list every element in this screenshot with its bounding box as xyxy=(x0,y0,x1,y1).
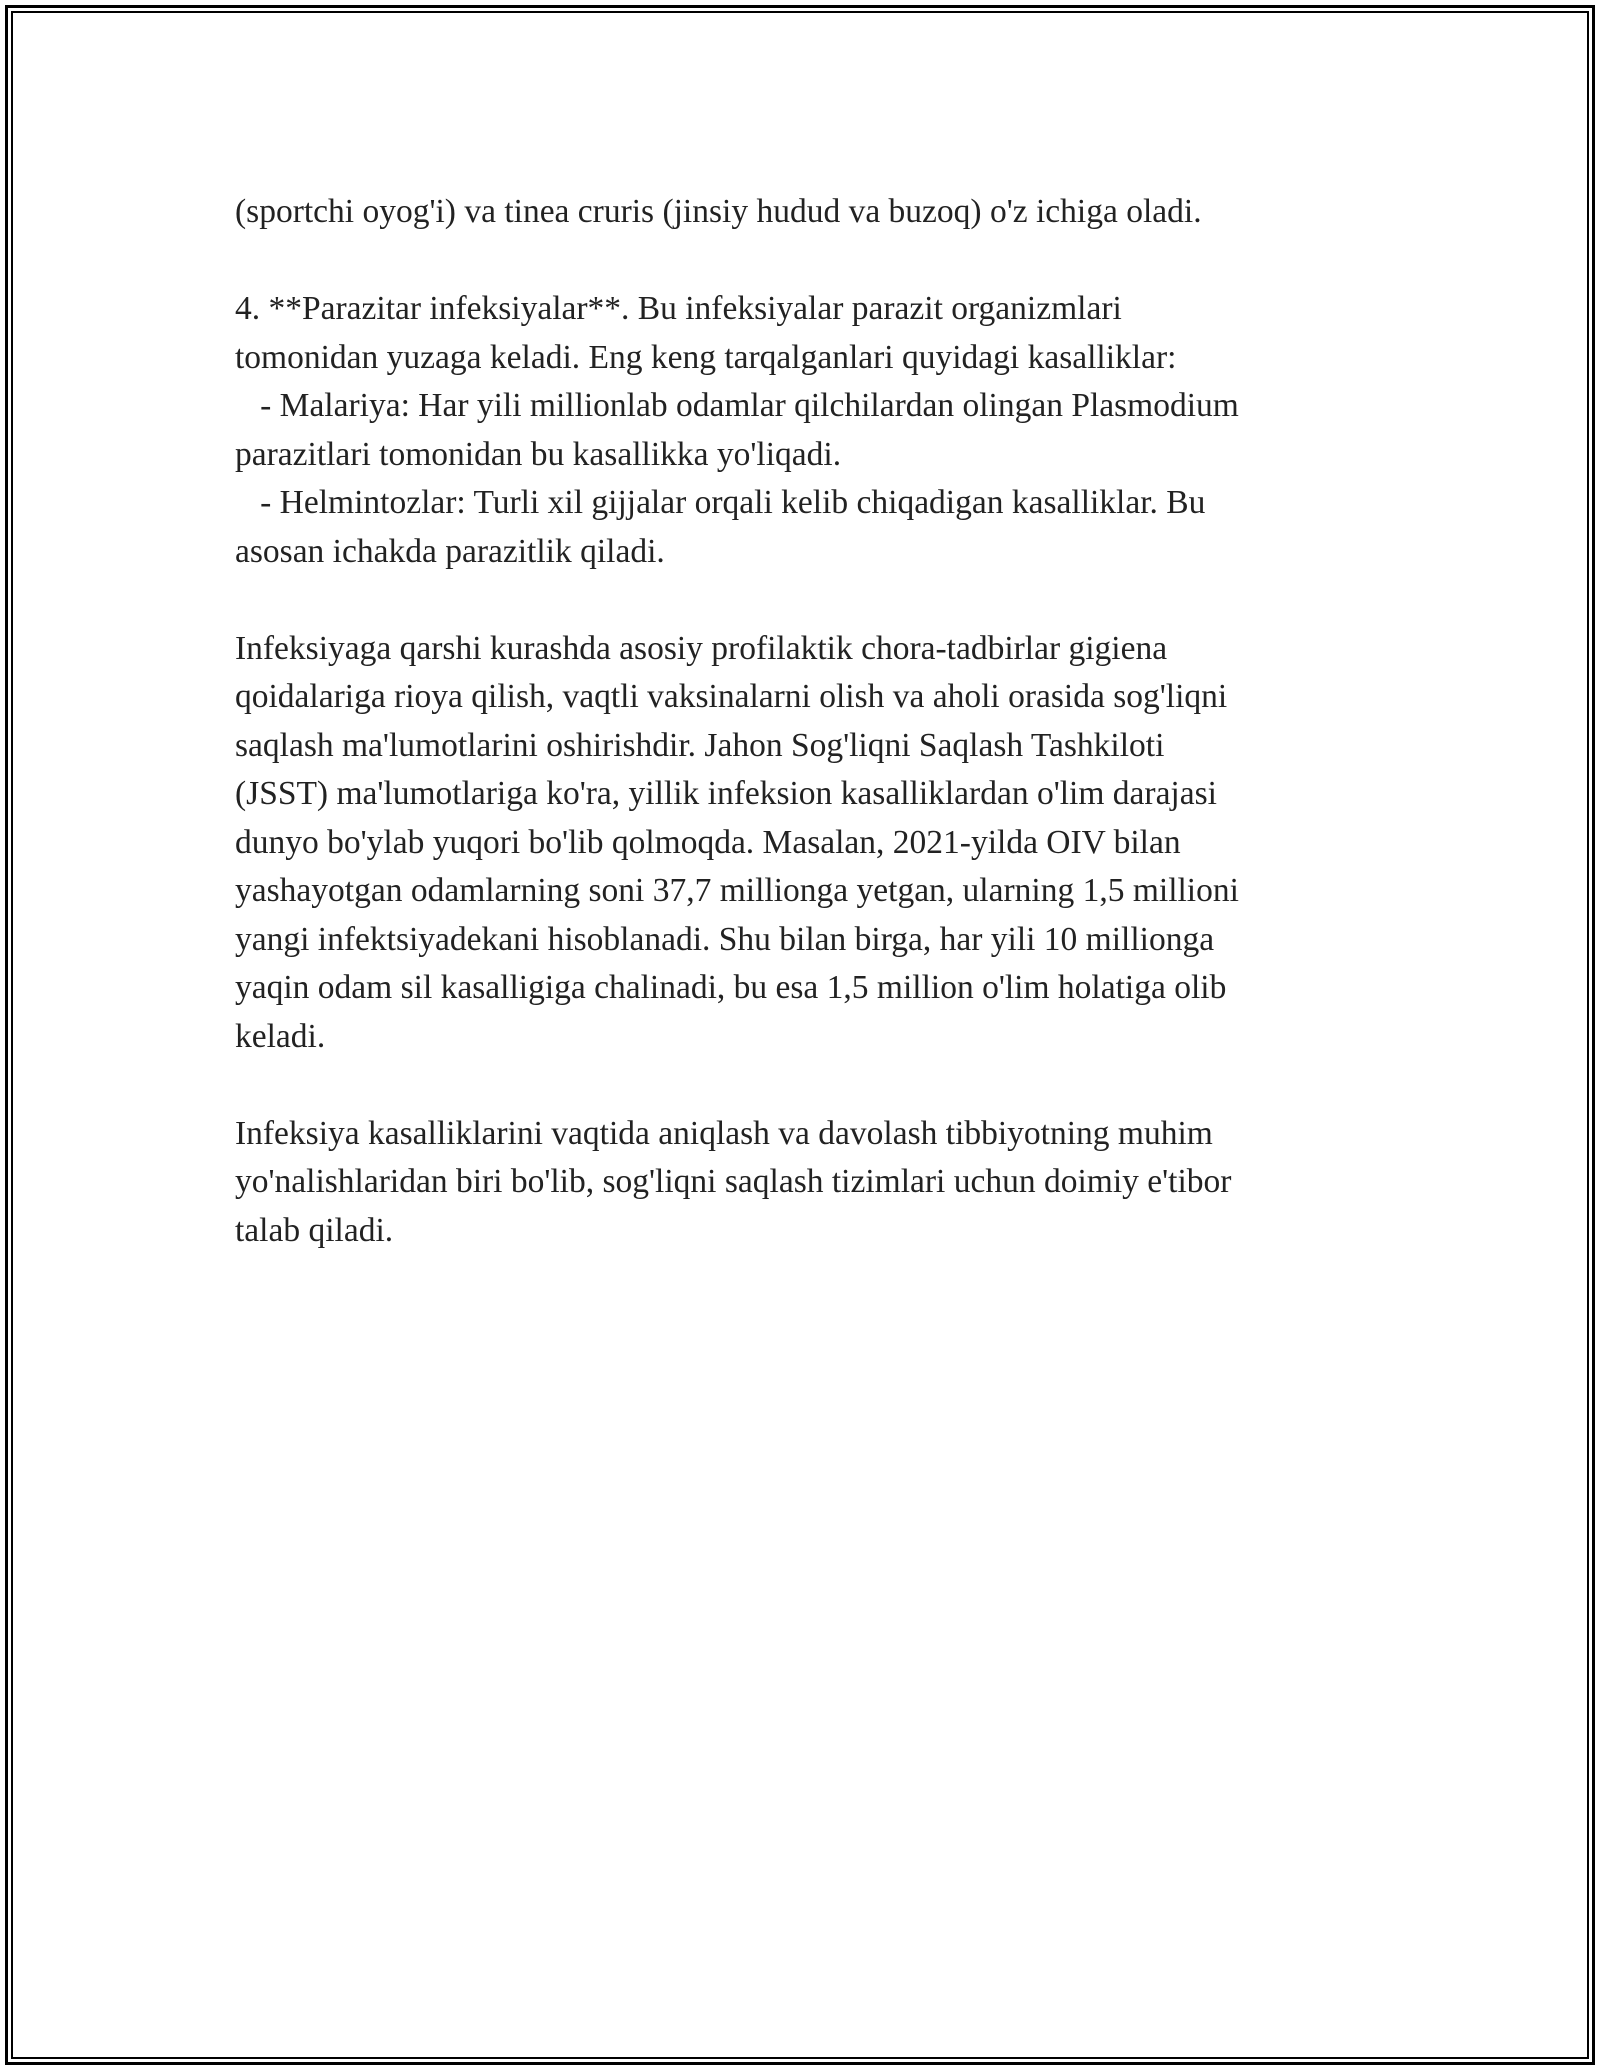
text-line: keladi. xyxy=(235,1017,326,1055)
text-line: yangi infektsiyadekani hisoblanadi. Shu bilan birga, har yili 10 millionga xyxy=(235,920,1215,958)
text-line: asosan ichakda parazitlik qiladi. xyxy=(235,532,665,570)
text-line: tomonidan yuzaga keladi. Eng keng tarqalganlari quyidagi kasalliklar: xyxy=(235,338,1177,376)
text-line: yaqin odam sil kasalligiga chalinadi, bu esa 1,5 million o'lim holatiga olib xyxy=(235,969,1227,1006)
document-body xyxy=(235,188,1365,1255)
text-line: (sportchi oyog'i) va tinea cruris (jinsiy hudud va buzoq) o'z ichiga oladi. xyxy=(235,193,1202,230)
text-line: yashayotgan odamlarning soni 37,7 millionga yetgan, ularning 1,5 millioni xyxy=(235,872,1239,909)
paragraph-gap xyxy=(235,1061,1365,1110)
text-line: yo'nalishlaridan biri bo'lib, sog'liqni saqlash tizimlari uchun doimiy e'tibor xyxy=(235,1163,1232,1200)
paragraph-1 xyxy=(235,188,1365,237)
text-line: talab qiladi. xyxy=(235,1211,394,1249)
paragraph-2 xyxy=(235,285,1365,576)
text-line: (JSST) ma'lumotlariga ko'ra, yillik infeksion kasalliklardan o'lim darajasi xyxy=(235,775,1217,812)
text-line: 4. **Parazitar infeksiyalar**. Bu infeksiyalar parazit organizmlari xyxy=(235,290,1122,327)
paragraph-3 xyxy=(235,625,1365,1062)
text-line: - Helmintozlar: Turli xil gijjalar orqali kelib chiqadigan kasalliklar. Bu xyxy=(235,484,1206,521)
text-line: dunyo bo'ylab yuqori bo'lib qolmoqda. Masalan, 2021-yilda OIV bilan xyxy=(235,823,1181,861)
paragraph-4 xyxy=(235,1110,1365,1256)
paragraph-gap xyxy=(235,237,1365,286)
text-line: parazitlari tomonidan bu kasallikka yo'liqadi. xyxy=(235,435,842,473)
text-line: saqlash ma'lumotlarini oshirishdir. Jahon Sog'liqni Saqlash Tashkiloti xyxy=(235,726,1165,764)
text-line: Infeksiyaga qarshi kurashda asosiy profilaktik chora-tadbirlar gigiena xyxy=(235,629,1168,667)
paragraph-gap xyxy=(235,576,1365,625)
text-line: qoidalariga rioya qilish, vaqtli vaksinalarni olish va aholi orasida sog'liqni xyxy=(235,678,1228,715)
text-line: - Malariya: Har yili millionlab odamlar qilchilardan olingan Plasmodium xyxy=(235,387,1239,424)
text-line: Infeksiya kasalliklarini vaqtida aniqlash va davolash tibbiyotning muhim xyxy=(235,1114,1213,1152)
